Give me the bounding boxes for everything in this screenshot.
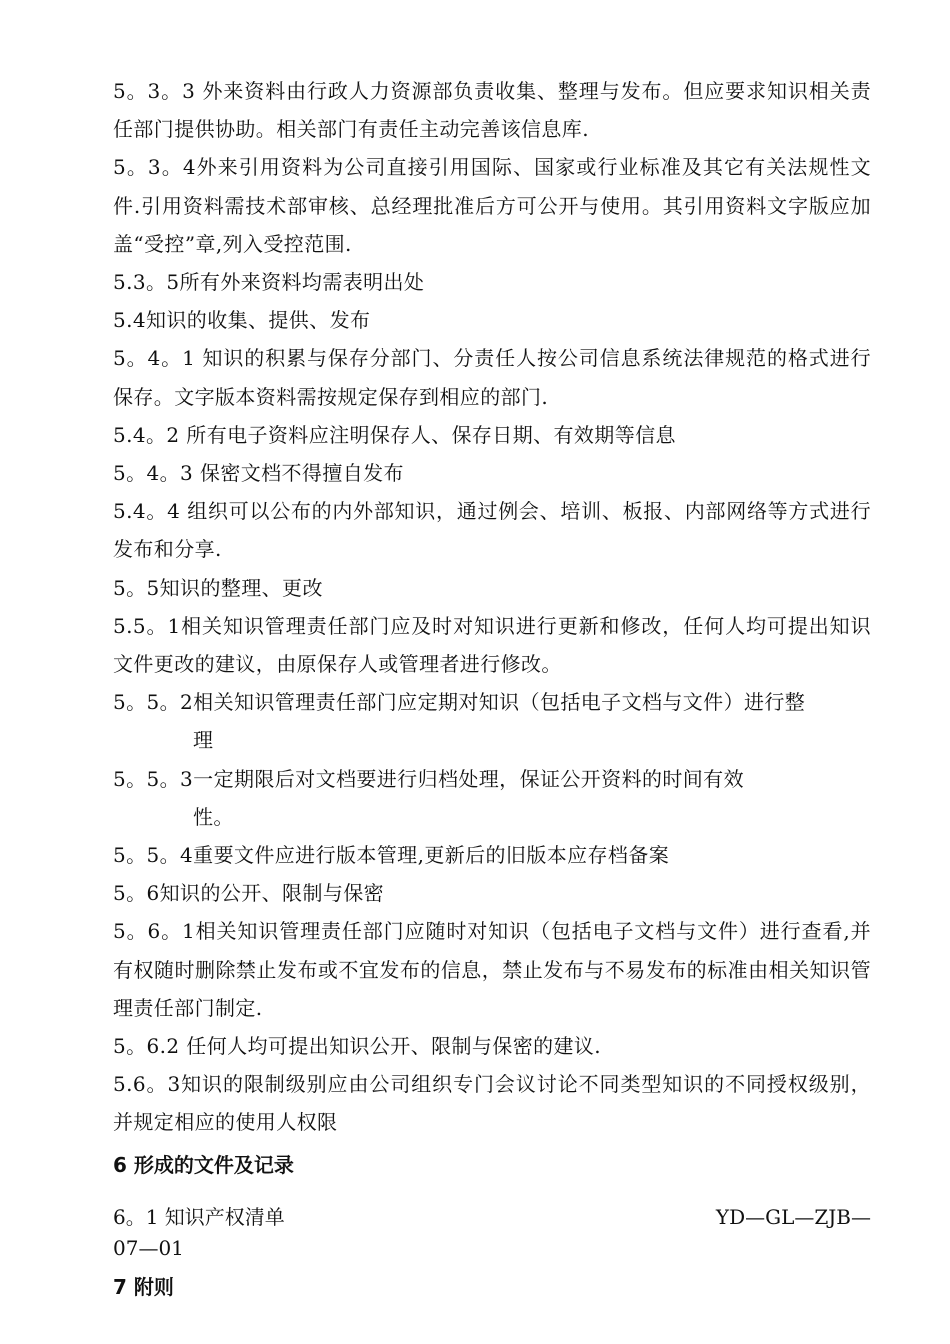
clause-5-4-3: 5。4。3 保密文档不得擅自发布 bbox=[113, 461, 404, 486]
section-5-6-title: 5。6知识的公开、限制与保密 bbox=[113, 881, 385, 906]
clause-5-4-4: 5.4。4 组织可以公布的内外部知识，通过例会、培训、板报、内部网络等方式进行发布和分享. bbox=[113, 499, 871, 562]
clause-5-6-1: 5。6。1相关知识管理责任部门应随时对知识（包括电子文档与文件）进行查看,并有权随时删除禁止发布或不宜发布的信息，禁止发布与不易发布的标准由相关知识管理责任部门制定. bbox=[113, 919, 871, 1020]
clause-5-5-2-continuation: 理 bbox=[193, 728, 214, 753]
clause-5-3-4: 5。3。4外来引用资料为公司直接引用国际、国家或行业标准及其它有关法规性文件.引用资料需技术部审核、总经理批准后方可公开与使用。其引用资料文字版应加盖“受控”章,列入受控范围. bbox=[113, 155, 871, 256]
record-row-6-1 bbox=[113, 1202, 871, 1232]
clause-5-5-1: 5.5。1相关知识管理责任部门应及时对知识进行更新和修改，任何人均可提出知识文件更改的建议，由原保存人或管理者进行修改。 bbox=[113, 613, 871, 677]
section-6-heading: 6 形成的文件及记录 bbox=[113, 1152, 294, 1177]
clause-5-4-1: 5。4。1 知识的积累与保存分部门、分责任人按公司信息系统法律规范的格式进行保存。文字版本资料需按规定保存到相应的部门. bbox=[113, 346, 871, 409]
section-7-heading: 7 附则 bbox=[113, 1274, 174, 1299]
clause-5-3-5: 5.3。5所有外来资料均需表明出处 bbox=[113, 270, 425, 295]
record-label: 6。1 知识产权清单 bbox=[113, 1204, 285, 1229]
section-5-4-title: 5.4知识的收集、提供、发布 bbox=[113, 308, 371, 333]
record-code: YD—GL—ZJB— bbox=[715, 1204, 871, 1229]
clause-5-4-2: 5.4。2 所有电子资料应注明保存人、保存日期、有效期等信息 bbox=[113, 422, 676, 447]
clause-5-6-2: 5。6.2 任何人均可提出知识公开、限制与保密的建议. bbox=[113, 1034, 602, 1059]
record-code-continuation: 07—01 bbox=[113, 1235, 184, 1260]
section-5-5-title: 5。5知识的整理、更改 bbox=[113, 575, 323, 600]
document-body bbox=[113, 72, 871, 1324]
clause-5-5-3: 5。5。3一定期限后对文档要进行归档处理，保证公开资料的时间有效 bbox=[113, 766, 744, 791]
clause-5-3-3: 5。3。3 外来资料由行政人力资源部负责收集、整理与发布。但应要求知识相关责任部门提供协助。相关部门有责任主动完善该信息库. bbox=[113, 79, 871, 142]
clause-5-5-2: 5。5。2相关知识管理责任部门应定期对知识（包括电子文档与文件）进行整 bbox=[113, 690, 806, 715]
clause-5-5-4: 5。5。4重要文件应进行版本管理,更新后的旧版本应存档备案 bbox=[113, 843, 670, 868]
clause-5-5-3-continuation: 性。 bbox=[193, 804, 234, 829]
clause-5-6-3: 5.6。3知识的限制级别应由公司组织专门会议讨论不同类型知识的不同授权级别，并规定相应的使用人权限 bbox=[113, 1072, 871, 1135]
